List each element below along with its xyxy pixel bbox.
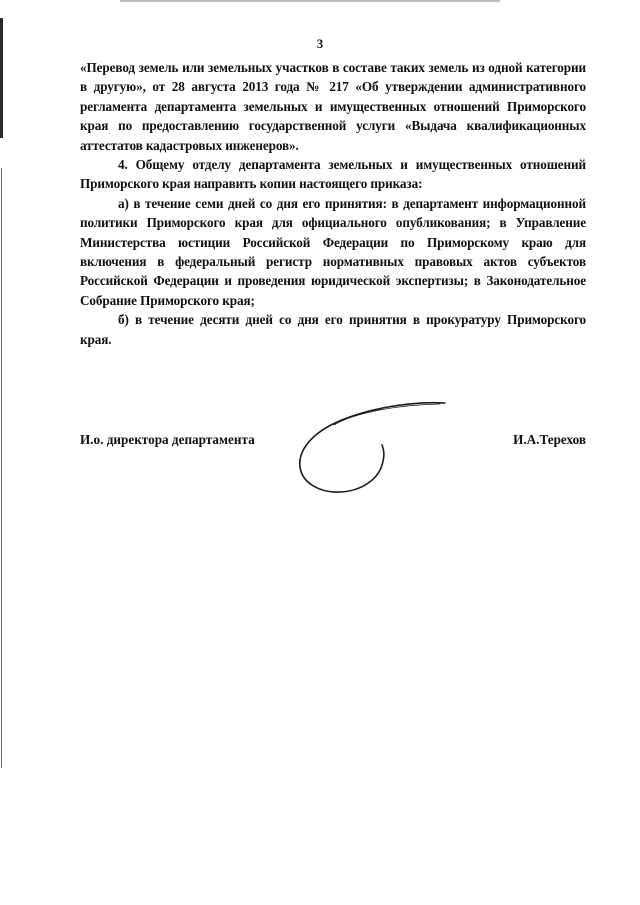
paragraph-subitem-a: а) в течение семи дней со дня его принятия: в департамент информационной политики Приморского края для официального опубликования; в Управление Министерства юстиции Российской Федерации по Приморскому краю для включения в федеральный регистр нормативных правовых актов субъектов Российской Федерации и проведения юридической экспертизы; в Законодательное Собрание Приморского края; [80,195,586,308]
paragraph-subitem-b: б) в течение десяти дней со дня его принятия в прокуратуру Приморского края. [80,312,586,347]
paragraph-item-4: 4. Общему отделу департамента земельных и имущественных отношений Приморского края направить копии настоящего приказа: [80,157,586,192]
page-number: 3 [316,36,324,51]
document-body [80,58,586,349]
handwritten-signature [290,395,450,505]
paragraph-continuation: «Перевод земель или земельных участков в составе таких земель из одной категории в другую», от 28 августа 2013 года № 217 «Об утверждении административного регламента департамента земельных и имущественных отношений Приморского края по предоставлению государственной услуги «Выдача квалификационных аттестатов кадастровых инженеров». [80,60,586,153]
signer-title: И.о. директора департамента [80,432,255,447]
signer-name: И.А.Терехов [513,432,586,447]
scan-edge-left-line [1,168,2,768]
scan-edge-top [120,0,500,2]
